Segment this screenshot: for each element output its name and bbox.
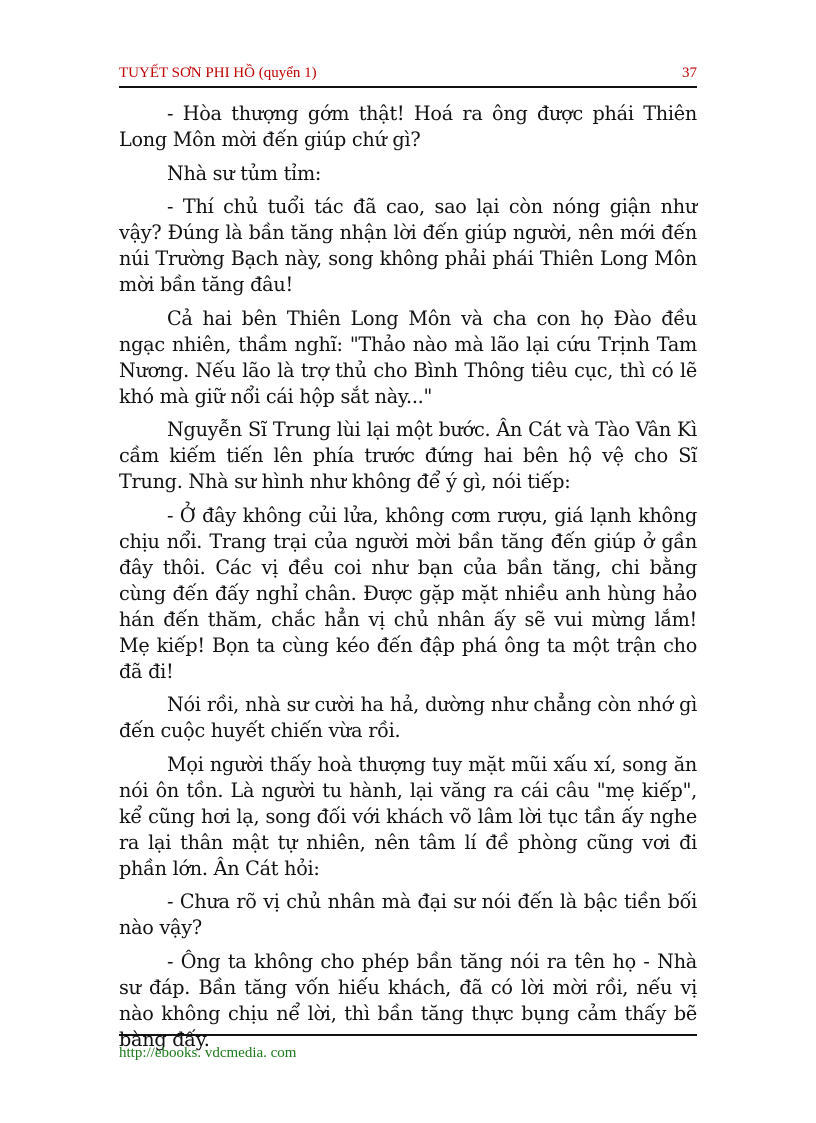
paragraph: Nhà sư tủm tỉm: [167,161,322,185]
paragraph: - Ông ta không cho phép bần tăng nói ra tên họ - Nhà sư đáp. Bần tăng vốn hiếu khách, đã có lời mời rồi, nếu vị nào không chịu nể lời, thì bần tăng thực bụng cảm thấy bẽ bàng đấy. [119,949,697,1051]
paragraph: Mọi người thấy hoà thượng tuy mặt mũi xấu xí, song ăn nói ôn tồn. Là người tu hành, lại văng ra cái câu "mẹ kiếp", kể cũng hơi lạ, song đối với khách võ lâm lời tục tần ấy nghe ra lại thân mật tự nhiên, nên tâm lí đề phòng cũng vơi đi phần lớn. Ân Cát hỏi: [119,752,697,880]
paragraph: - Chưa rõ vị chủ nhân mà đại sư nói đến là bậc tiền bối nào vậy? [119,890,697,939]
book-title: TUYẾT SƠN PHI HỒ (quyển 1) [119,65,317,81]
paragraph: - Ở đây không củi lửa, không cơm rượu, giá lạnh không chịu nổi. Trang trại của người mời bần tăng đến giúp ở gần đây thôi. Các vị đều coi như bạn của bần tăng, chi bằng cùng đến đấy nghỉ chân. Được gặp mặt nhiều anh hùng hảo hán đến thăm, chắc hẳn vị chủ nhân ấy sẽ vui mừng lắm! Mẹ kiếp! Bọn ta cùng kéo đến đập phá ông ta một trận cho đã đi! [119,503,697,683]
page-body [119,101,697,1060]
page-number: 37 [682,65,697,81]
paragraph: Nguyễn Sĩ Trung lùi lại một bước. Ân Cát và Tào Vân Kì cầm kiếm tiến lên phía trước đứng hai bên hộ vệ cho Sĩ Trung. Nhà sư hình như không để ý gì, nói tiếp: [119,418,697,493]
page-header [119,62,697,88]
footer-link[interactable]: http://ebooks. vdcmedia. com [119,1045,297,1061]
paragraph: Cả hai bên Thiên Long Môn và cha con họ Đào đều ngạc nhiên, thầm nghĩ: "Thảo nào mà lão lại cứu Trịnh Tam Nương. Nếu lão là trợ thủ cho Bình Thông tiêu cục, thì có lẽ khó mà giữ nổi cái hộp sắt này..." [119,306,697,408]
paragraph: - Hòa thượng gớm thật! Hoá ra ông được phái Thiên Long Môn mời đến giúp chứ gì? [119,102,697,151]
footer-divider [119,1034,697,1036]
paragraph: - Thí chủ tuổi tác đã cao, sao lại còn nóng giận như vậy? Đúng là bần tăng nhận lời đến giúp người, nên mới đến núi Trường Bạch này, song không phải phái Thiên Long Môn mời bần tăng đâu! [119,195,697,296]
paragraph: Nói rồi, nhà sư cười ha hả, dường như chẳng còn nhớ gì đến cuộc huyết chiến vừa rồi. [119,693,697,742]
